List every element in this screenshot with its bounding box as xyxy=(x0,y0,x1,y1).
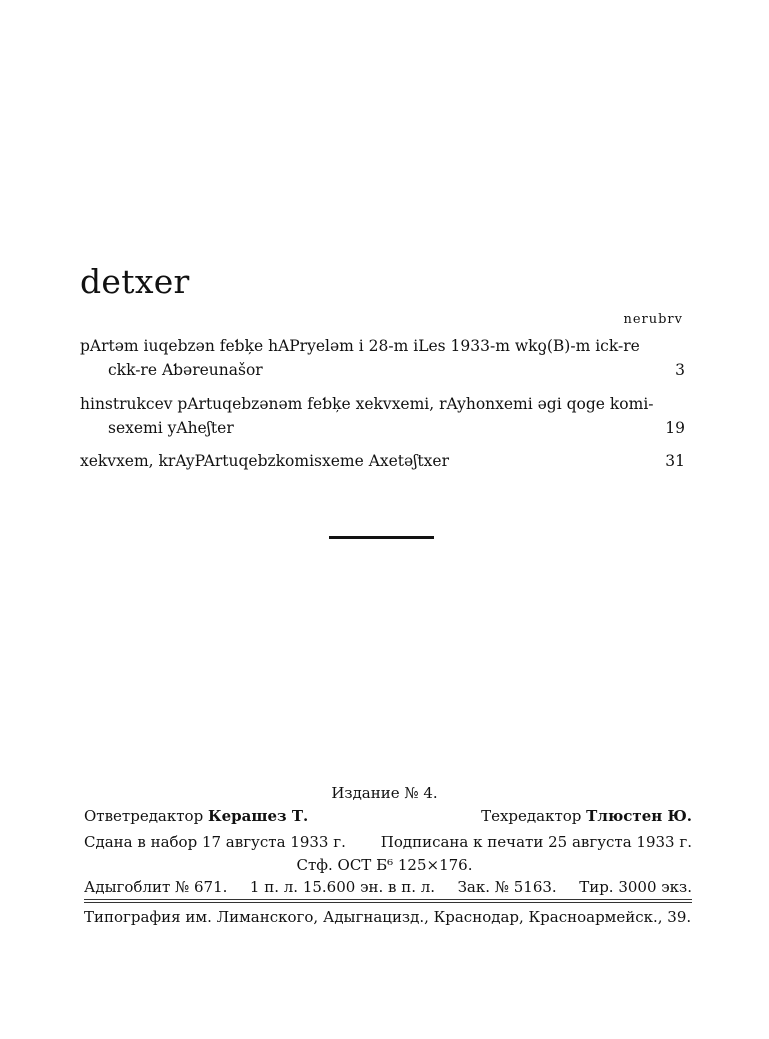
order-number: Зак. № 5163. xyxy=(457,878,557,896)
page-column-label: nerubrv xyxy=(623,312,683,327)
production-dates xyxy=(84,833,692,851)
toc-entry-page: 3 xyxy=(675,361,685,379)
editor-name: Керашез Т. xyxy=(207,807,309,825)
edition-number: Издание № 4. xyxy=(331,784,438,802)
tech-editor-name: Тлюстен Ю. xyxy=(586,807,692,825)
editor-credit xyxy=(84,807,308,825)
tech-editor-label: Техредактор xyxy=(481,807,582,825)
divider-rule xyxy=(329,536,434,539)
toc-entry-text: xekvxem, krAyPArtuqebzkomisxeme Axetəʃtxer xyxy=(80,452,449,470)
toc-entry-page: 19 xyxy=(665,419,685,437)
publication-details xyxy=(84,878,692,896)
signed-to-print-date: Подписана к печати 25 августа 1933 г. xyxy=(380,833,692,851)
sent-to-set-date: Сдана в набор 17 августа 1933 г. xyxy=(84,833,346,851)
toc-entry-text-cont: sexemi yAheʃter xyxy=(108,419,234,437)
toc-entry-text: pArtəm iuqebzən feƅķe hAPryeləm i 28-m iLes 1933-m wkƍ(B)-m ick-re xyxy=(80,337,640,355)
toc-entry-text: hinstrukcev pArtuqebzənəm feƅķe xekvxemi, rAyhonxemi əgi qoge komi- xyxy=(80,395,654,413)
imprint-rule-top xyxy=(84,899,692,900)
printer-credit: Типография им. Лиманского, Адыгнацизд., Краснодар, Красноармейск., 39. xyxy=(84,908,692,926)
toc-entry xyxy=(80,392,685,440)
editor-label: Ответредактор xyxy=(84,807,204,825)
toc-entry-text-cont: ckk-re Aƅəreunašor xyxy=(108,361,263,379)
imprint-rule-bottom xyxy=(84,902,692,903)
sheet-count: 1 п. л. 15.600 эн. в п. л. xyxy=(249,878,436,896)
toc-entry-page: 31 xyxy=(665,452,685,470)
format-standard: Стф. ОСТ Б⁶ 125×176. xyxy=(296,856,473,874)
toc-entry xyxy=(80,334,685,382)
contents-title: detxer xyxy=(80,262,190,301)
print-run: Тир. 3000 экз. xyxy=(579,878,692,896)
publisher-number: Адыгоблит № 671. xyxy=(84,878,228,896)
tech-editor-credit xyxy=(481,807,692,825)
toc-entry xyxy=(80,449,685,473)
editors-line xyxy=(84,807,692,825)
